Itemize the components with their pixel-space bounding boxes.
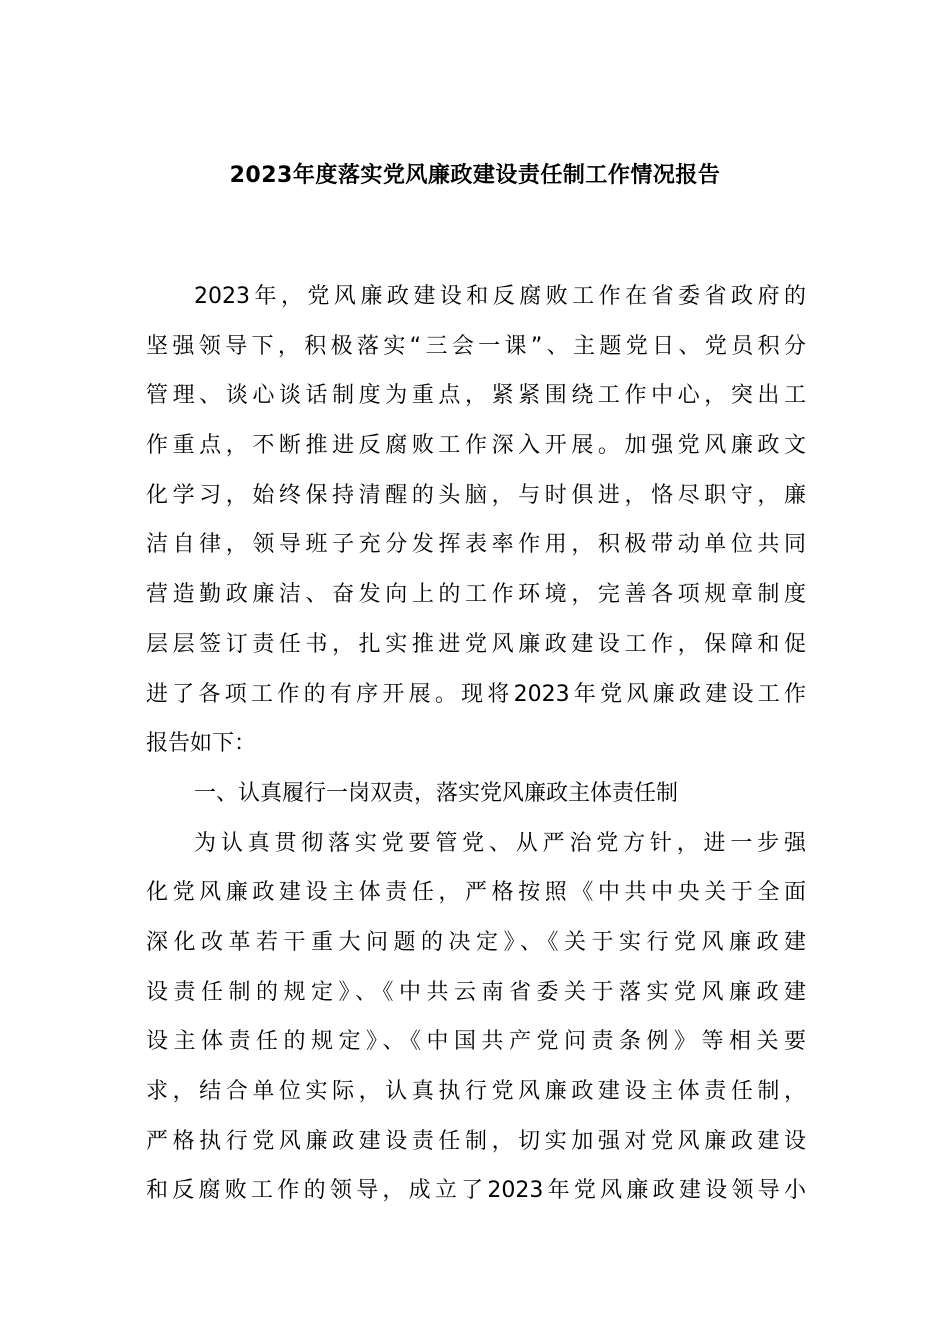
paragraph-line: 营造勤政廉洁、奋发向上的工作环境，完善各项规章制度: [146, 582, 806, 608]
document-title: 2023年度落实党风廉政建设责任制工作情况报告: [229, 163, 721, 188]
paragraph-line: 坚强领导下，积极落实“三会一课”、主题党日、党员积分: [146, 333, 806, 359]
paragraph-line: 2023年，党风廉政建设和反腐败工作在省委省政府的: [194, 284, 806, 309]
paragraph-line: 为认真贯彻落实党要管党、从严治党方针，进一步强: [194, 830, 806, 856]
paragraph-line: 求，结合单位实际，认真执行党风廉政建设主体责任制，: [146, 1079, 806, 1104]
paragraph-line: 和反腐败工作的领导，成立了2023年党风廉政建设领导小: [146, 1178, 806, 1204]
paragraph-line: 管理、谈心谈话制度为重点，紧紧围绕工作中心，突出工: [146, 383, 806, 409]
paragraph-line: 化学习，始终保持清醒的头脑，与时俱进，恪尽职守，廉: [146, 482, 806, 508]
paragraph-line: 报告如下：: [146, 731, 257, 757]
document-body: [146, 272, 806, 1216]
paragraph-line: 层层签订责任书，扎实推进党风廉政建设工作，保障和促: [146, 631, 806, 657]
paragraph-line: 进了各项工作的有序开展。现将2023年党风廉政建设工作: [146, 681, 806, 707]
section-heading: 一、认真履行一岗双责，落实党风廉政主体责任制: [194, 780, 679, 806]
paragraph-line: 严格执行党风廉政建设责任制，切实加强对党风廉政建设: [146, 1128, 806, 1154]
paragraph-line: 深化改革若干重大问题的决定》、《关于实行党风廉政建: [146, 929, 806, 955]
paragraph-line: 设主体责任的规定》、《中国共产党问责条例》等相关要: [146, 1029, 806, 1055]
paragraph-line: 化党风廉政建设主体责任，严格按照《中共中央关于全面: [146, 880, 806, 906]
paragraph-line: 设责任制的规定》、《中共云南省委关于落实党风廉政建: [146, 979, 806, 1005]
paragraph-line: 作重点，不断推进反腐败工作深入开展。加强党风廉政文: [146, 433, 806, 459]
paragraph-line: 洁自律，领导班子充分发挥表率作用，积极带动单位共同: [146, 532, 806, 558]
